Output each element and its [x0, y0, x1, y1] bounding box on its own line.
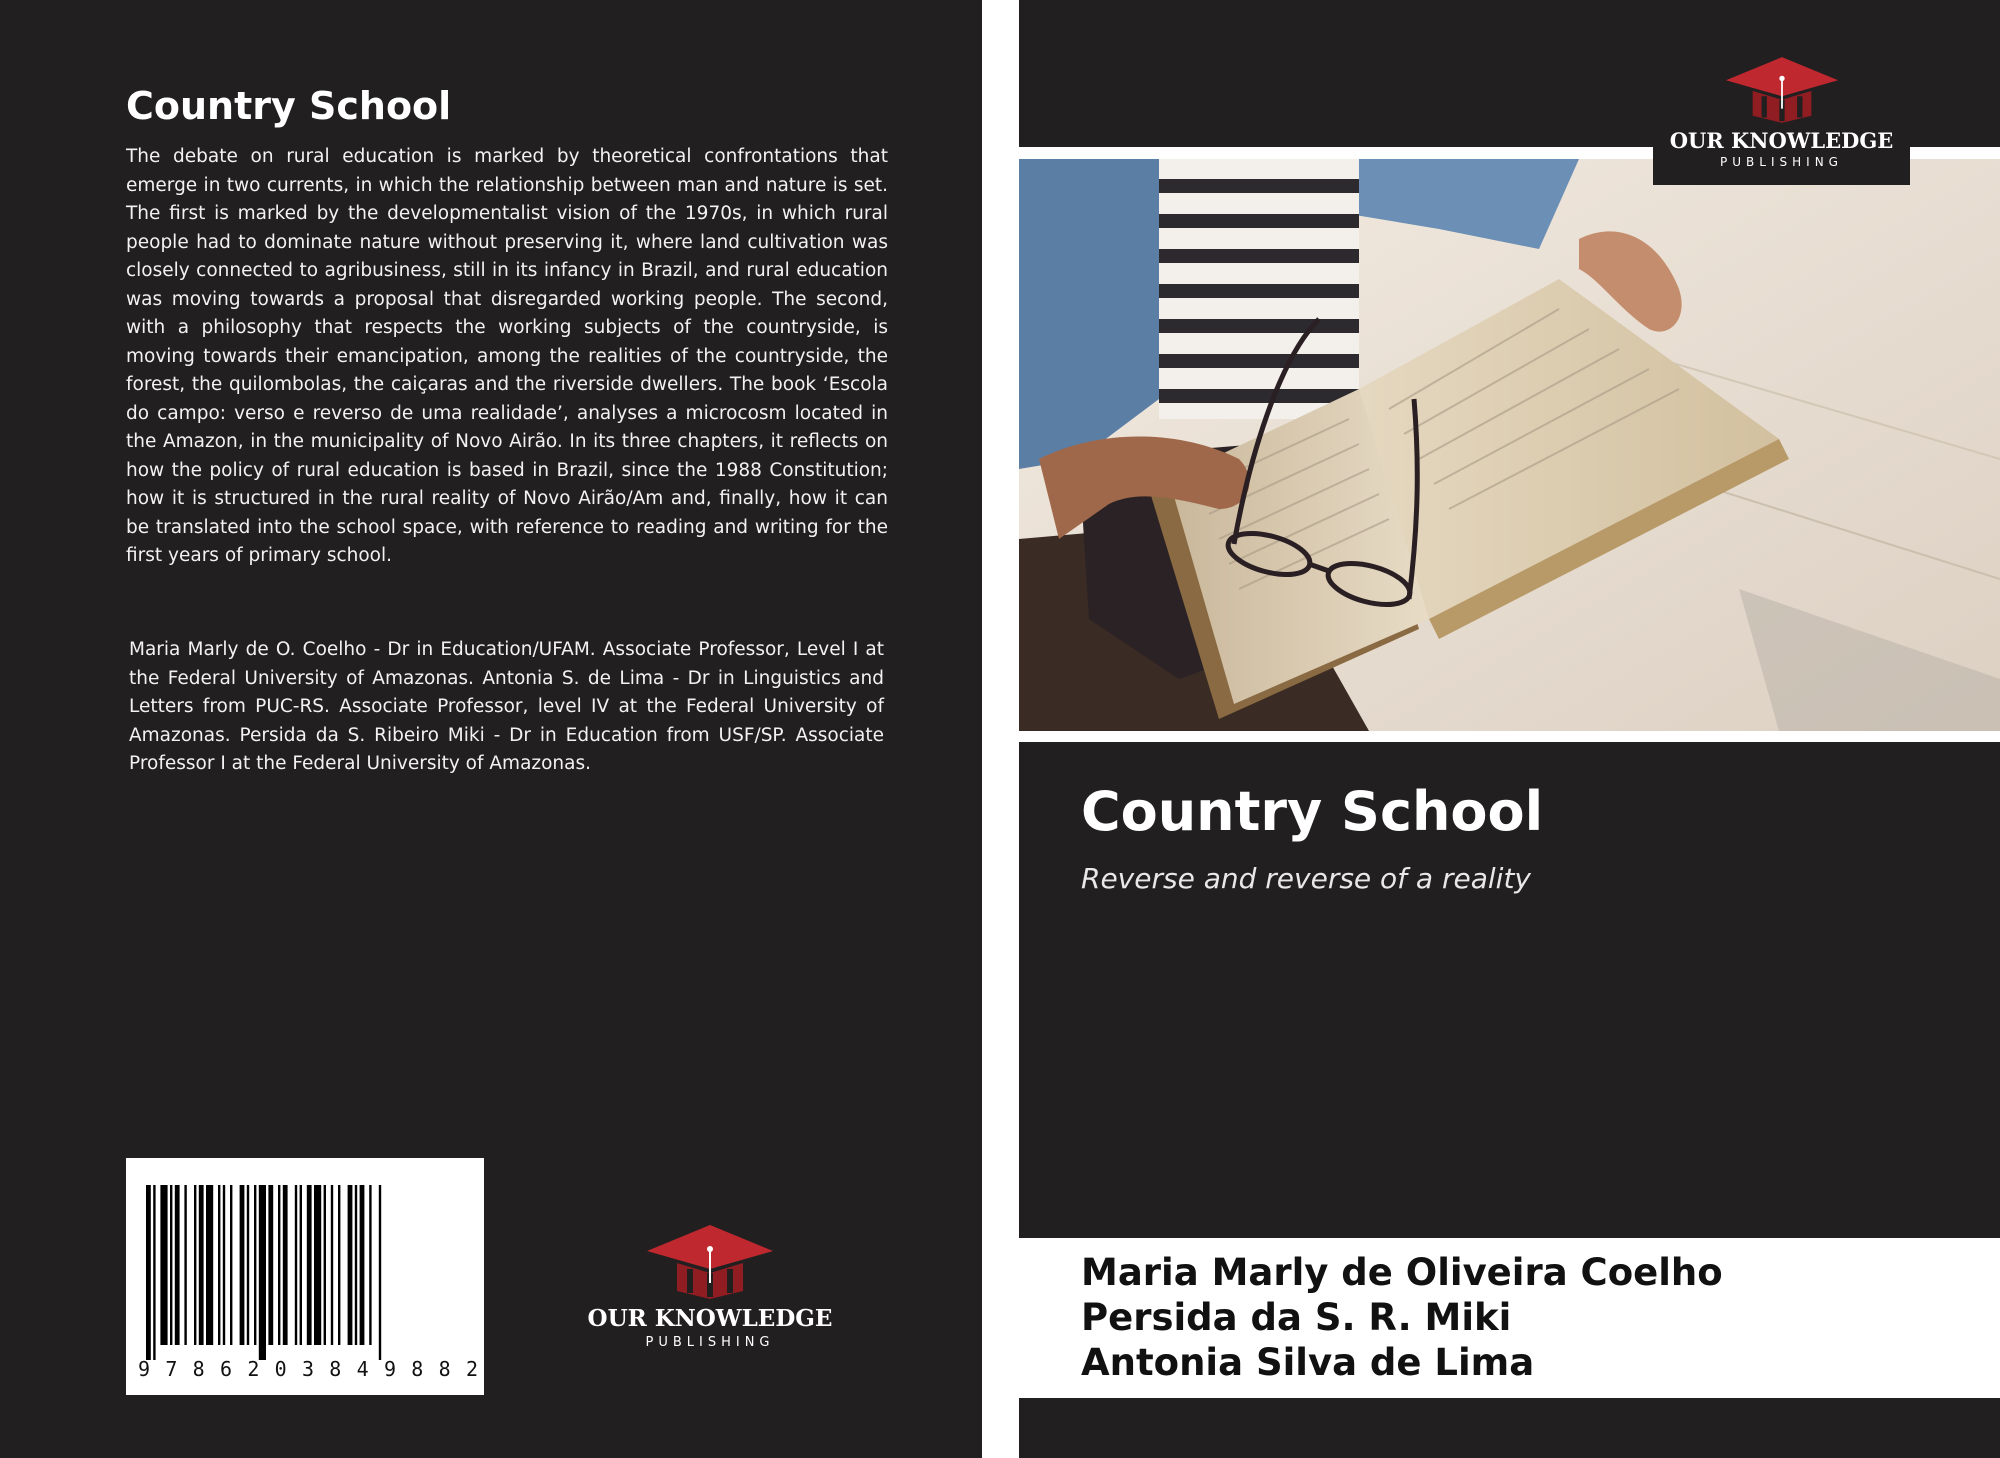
front-bottom-band	[1019, 1398, 2000, 1458]
publisher-name: OUR KNOWLEDGE	[1669, 128, 1894, 153]
barcode-digit: 9	[138, 1357, 151, 1381]
barcode-digit: 4	[356, 1357, 369, 1381]
barcode-bar	[379, 1185, 381, 1360]
barcode-bar	[338, 1185, 340, 1345]
barcode-digits	[138, 1356, 478, 1382]
barcode-digit: 8	[411, 1357, 424, 1381]
graduation-cap-icon	[1726, 56, 1838, 124]
barcode-bar	[278, 1185, 280, 1345]
barcode-bar	[348, 1185, 353, 1345]
barcode-bar	[360, 1185, 365, 1345]
barcode-bar	[254, 1185, 256, 1345]
barcode-bar	[369, 1185, 371, 1345]
back-cover	[0, 0, 982, 1458]
cover-photo	[1019, 159, 2000, 731]
barcode-digit: 6	[219, 1357, 233, 1381]
front-publisher-logo	[1653, 0, 1910, 185]
front-cover-title: Country School	[1081, 780, 1544, 843]
barcode-bar	[206, 1185, 213, 1345]
barcode-digit: 0	[274, 1357, 287, 1381]
barcode-bar	[307, 1185, 312, 1345]
barcode-bar	[259, 1185, 266, 1360]
graduation-cap-icon	[647, 1225, 773, 1299]
barcode-bar	[240, 1185, 245, 1345]
barcode-bar	[153, 1185, 155, 1360]
author-list	[1081, 1250, 1723, 1385]
barcode-bar	[199, 1185, 204, 1345]
barcode-digit: 3	[301, 1357, 315, 1381]
barcode-digit: 7	[165, 1357, 178, 1381]
barcode-bar	[268, 1185, 273, 1345]
book-spine	[982, 0, 1019, 1458]
barcode-bar	[218, 1185, 220, 1345]
barcode-digit: 8	[438, 1357, 451, 1381]
barcode-bar	[324, 1185, 326, 1345]
barcode-bar	[314, 1185, 321, 1345]
barcode-digit: 8	[329, 1357, 342, 1381]
barcode-bar	[355, 1185, 357, 1345]
barcode-bar	[283, 1185, 288, 1345]
author-bio: Maria Marly de O. Coelho - Dr in Education/UFAM. Associate Professor, Level I at the Federal University of Amazonas. Antonia S. de Lima - Dr in Linguistics and Letters from PUC-RS. Associate Professor, level IV at the Federal University of Amazonas. Persida da S. Ribeiro Miki - Dr in Education from USF/SP. Associate Professor I at the Federal University of Amazonas.	[129, 639, 884, 774]
back-publisher-logo	[570, 1225, 850, 1355]
barcode-digit: 9	[383, 1357, 396, 1381]
publisher-subtitle: PUBLISHING	[645, 1335, 775, 1350]
publisher-subtitle: PUBLISHING	[1720, 155, 1843, 169]
barcode-bar	[194, 1185, 196, 1345]
barcode-bar	[230, 1185, 232, 1345]
barcode-bar	[175, 1185, 180, 1345]
barcode-digit: 2	[247, 1357, 260, 1381]
barcode-bars	[146, 1185, 464, 1360]
isbn-barcode	[126, 1158, 484, 1395]
barcode-digit: 8	[192, 1357, 205, 1381]
author-name: Persida da S. R. Miki	[1081, 1296, 1512, 1339]
barcode-bar	[170, 1185, 172, 1345]
cover-photo-illustration	[1019, 159, 2000, 731]
barcode-bar	[223, 1185, 225, 1345]
barcode-bar	[184, 1185, 186, 1345]
author-name: Antonia Silva de Lima	[1081, 1341, 1535, 1384]
barcode-bar	[247, 1185, 249, 1345]
back-cover-blurb: The debate on rural education is marked by theoretical confrontations that emerge in two currents, in which the relationship between man and nature is set. The first is marked by the developmentalist vision of the 1970s, in which rural people had to dominate nature without preserving it, where land cultivation was closely connected to agribusiness, still in its infancy in Brazil, and rural education was moving towards a proposal that disregarded working people. The second, with a philosophy that respects the working subjects of the countryside, is moving towards their emancipation, among the realities of the countryside, the forest, the quilombolas, the caiçaras and the riverside dwellers. The book ‘Escola do campo: verso e reverso de uma realidade’, analyses a microcosm located in the Amazon, in the municipality of Novo Airão. In its three chapters, it reflects on how the policy of rural education is based in Brazil, since the 1988 Constitution; how it is structured in the rural reality of Novo Airão/Am and, finally, how it can be translated into the school space, with reference to reading and writing for the first years of primary school.	[126, 146, 888, 566]
barcode-bar	[331, 1185, 333, 1345]
barcode-bar	[146, 1185, 151, 1360]
back-cover-title: Country School	[126, 84, 452, 128]
front-cover-subtitle: Reverse and reverse of a reality	[1081, 862, 1531, 895]
author-name: Maria Marly de Oliveira Coelho	[1081, 1251, 1723, 1294]
barcode-bar	[295, 1185, 297, 1345]
barcode-digit: 2	[465, 1357, 478, 1381]
front-cover	[1019, 0, 2000, 1458]
barcode-bar	[300, 1185, 302, 1345]
publisher-name: OUR KNOWLEDGE	[587, 1305, 833, 1332]
barcode-bar	[160, 1185, 167, 1345]
